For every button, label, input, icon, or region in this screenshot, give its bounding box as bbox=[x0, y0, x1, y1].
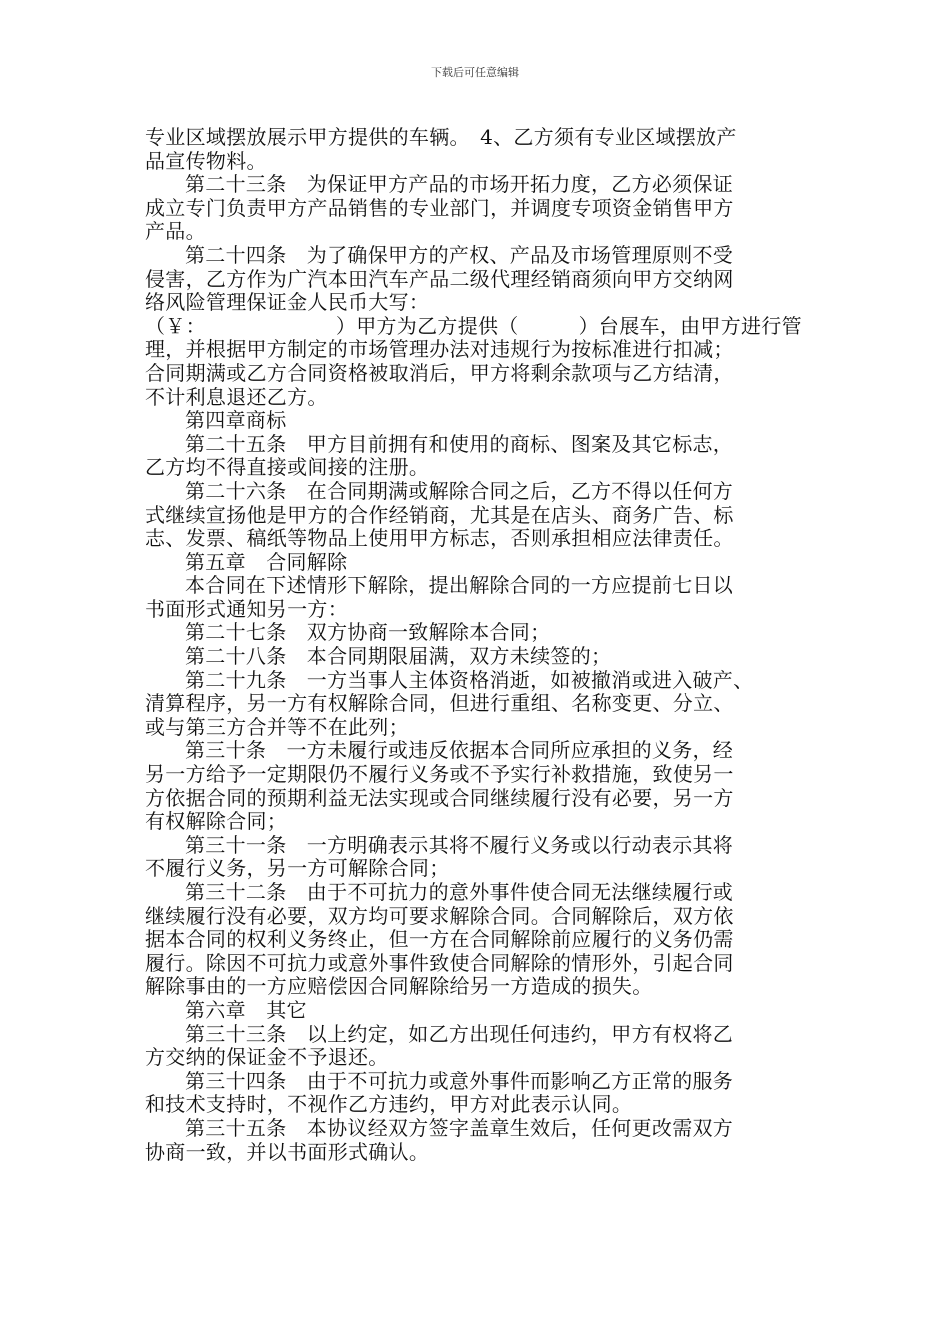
article-31-line: 第三十一条 一方明确表示其将不履行义务或以行动表示其将 bbox=[185, 832, 734, 857]
page-header: 下载后可任意编辑 bbox=[431, 66, 519, 79]
paragraph-line: 不履行义务，另一方可解除合同； bbox=[145, 856, 450, 881]
paragraph-line: 方交纳的保证金不予退还。 bbox=[145, 1045, 389, 1070]
deposit-fill-line bbox=[145, 315, 815, 339]
paragraph-line: 成立专门负责甲方产品销售的专业部门，并调度专项资金销售甲方 bbox=[145, 195, 734, 220]
paragraph-line: 乙方均不得直接或间接的注册。 bbox=[145, 455, 430, 480]
paragraph-line: 解除事由的一方应赔偿因合同解除给另一方造成的损失。 bbox=[145, 974, 653, 999]
display-car-prefix: ）甲方为乙方提供（ bbox=[335, 313, 519, 338]
article-23-line: 第二十三条 为保证甲方产品的市场开拓力度，乙方必须保证 bbox=[185, 172, 734, 197]
paragraph-line: 另一方给予一定期限仍不履行义务或不予实行补救措施，致使另一 bbox=[145, 762, 734, 787]
article-34-line: 第三十四条 由于不可抗力或意外事件而影响乙方正常的服务 bbox=[185, 1068, 734, 1093]
paragraph-line: 专业区域摆放展示甲方提供的车辆。 4、乙方须有专业区域摆放产 bbox=[145, 125, 737, 149]
paragraph-line: 据本合同的权利义务终止，但一方在合同解除前应履行的义务仍需 bbox=[145, 927, 734, 952]
article-35-line: 第三十五条 本协议经双方签字盖章生效后，任何更改需双方 bbox=[185, 1115, 734, 1140]
paragraph-line: 式继续宣扬他是甲方的合作经销商，尤其是在店头、商务广告、标 bbox=[145, 502, 734, 527]
paragraph-line: 有权解除合同； bbox=[145, 809, 288, 834]
article-26-line: 第二十六条 在合同期满或解除合同之后，乙方不得以任何方 bbox=[185, 478, 734, 503]
chapter-5-heading: 第五章 合同解除 bbox=[185, 549, 348, 574]
paragraph-line: 不计利息退还乙方。 bbox=[145, 384, 328, 409]
display-car-count-blank bbox=[519, 318, 579, 336]
deposit-amount-prefix: （￥： bbox=[145, 313, 206, 338]
article-30-line: 第三十条 一方未履行或违反依据本合同所应承担的义务，经 bbox=[185, 738, 734, 763]
deposit-amount-blank bbox=[206, 318, 336, 336]
paragraph-line: 清算程序，另一方有权解除合同，但进行重组、名称变更、分立、 bbox=[145, 691, 734, 716]
display-car-suffix: ）台展车，由甲方进行管 bbox=[578, 313, 802, 338]
paragraph-line: 侵害，乙方作为广汽本田汽车产品二级代理经销商须向甲方交纳网 bbox=[145, 266, 734, 291]
paragraph-line: 或与第三方合并等不在此列； bbox=[145, 714, 409, 739]
article-28-line: 第二十八条 本合同期限届满，双方未续签的； bbox=[185, 644, 612, 669]
article-33-line: 第三十三条 以上约定，如乙方出现任何违约，甲方有权将乙 bbox=[185, 1021, 734, 1046]
article-32-line: 第三十二条 由于不可抗力的意外事件使合同无法继续履行或 bbox=[185, 880, 734, 904]
article-24-line: 第二十四条 为了确保甲方的产权、产品及市场管理原则不受 bbox=[185, 242, 734, 267]
paragraph-line: 理，并根据甲方制定的市场管理办法对违规行为按标准进行扣减； bbox=[145, 337, 734, 362]
paragraph-line: 合同期满或乙方合同资格被取消后，甲方将剩余款项与乙方结清， bbox=[145, 360, 734, 385]
article-25-line: 第二十五条 甲方目前拥有和使用的商标、图案及其它标志， bbox=[185, 431, 734, 456]
paragraph-line: 志、发票、稿纸等物品上使用甲方标志，否则承担相应法律责任。 bbox=[145, 526, 734, 551]
paragraph-line: 产品。 bbox=[145, 219, 206, 244]
paragraph-line: 履行。除因不可抗力或意外事件致使合同解除的情形外，引起合同 bbox=[145, 950, 734, 975]
paragraph-line: 协商一致，并以书面形式确认。 bbox=[145, 1139, 430, 1164]
article-27-line: 第二十七条 双方协商一致解除本合同； bbox=[185, 620, 551, 645]
paragraph-line: 方依据合同的预期利益无法实现或合同继续履行没有必要，另一方 bbox=[145, 785, 734, 810]
chapter-4-heading: 第四章商标 bbox=[185, 408, 287, 433]
paragraph-line: 络风险管理保证金人民币大写： bbox=[145, 290, 430, 315]
document-body bbox=[145, 126, 815, 1164]
paragraph-line: 和技术支持时，不视作乙方违约，甲方对此表示认同。 bbox=[145, 1092, 633, 1117]
paragraph-line: 书面形式通知另一方： bbox=[145, 596, 348, 621]
paragraph-line: 品宣传物料。 bbox=[145, 148, 267, 173]
paragraph-line: 继续履行没有必要，双方均可要求解除合同。合同解除后，双方依 bbox=[145, 903, 734, 928]
article-29-line: 第二十九条 一方当事人主体资格消逝，如被撤消或进入破产、 bbox=[185, 667, 754, 692]
chapter-6-heading: 第六章 其它 bbox=[185, 997, 307, 1022]
paragraph-line: 本合同在下述情形下解除，提出解除合同的一方应提前七日以 bbox=[185, 573, 734, 598]
